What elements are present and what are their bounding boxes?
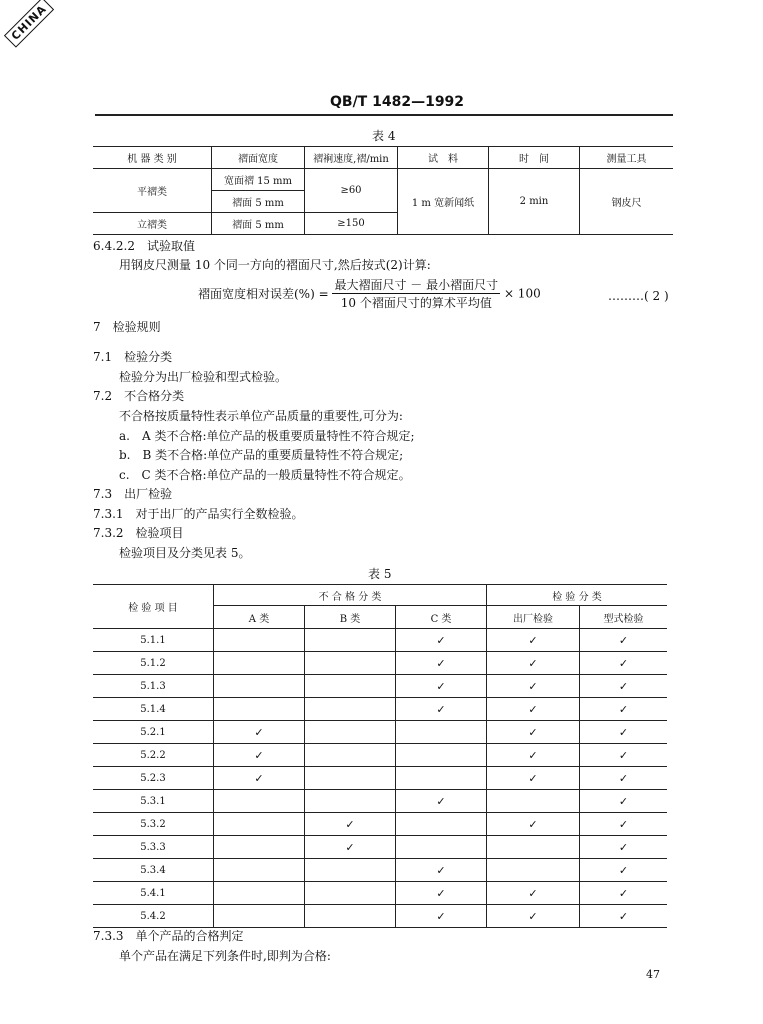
table4-cell: 褶面 5 mm bbox=[212, 213, 305, 235]
page-number: 47 bbox=[646, 968, 660, 981]
table4-cell: 1 m 宽新闻纸 bbox=[398, 169, 489, 235]
table5-check-cell bbox=[305, 675, 396, 698]
section-72-item-b: b. B 类不合格:单位产品的重要质量特性不符合规定; bbox=[119, 448, 404, 462]
table-row bbox=[93, 652, 667, 675]
table5-nonconformity-group-header: 不 合 格 分 类 bbox=[214, 585, 487, 606]
table5-check-cell bbox=[214, 790, 305, 813]
table4-header-cell: 测量工具 bbox=[580, 147, 674, 169]
table5-item-cell: 5.3.4 bbox=[93, 859, 214, 882]
table4-cell: ≥150 bbox=[305, 213, 398, 235]
formula-denominator: 10 个褶面尺寸的算术平均值 bbox=[340, 296, 492, 310]
table-row bbox=[93, 675, 667, 698]
table5-check-cell: ✓ bbox=[580, 744, 668, 767]
section-71-heading: 7.1 检验分类 bbox=[93, 350, 173, 364]
section-72-item-c: c. C 类不合格:单位产品的一般质量特性不符合规定。 bbox=[119, 468, 411, 482]
table-row bbox=[93, 767, 667, 790]
table5-check-cell bbox=[305, 767, 396, 790]
table5-check-cell: ✓ bbox=[396, 905, 487, 928]
table5-subheader: C 类 bbox=[396, 606, 487, 629]
table5-inspection-group-header: 检 验 分 类 bbox=[487, 585, 668, 606]
table5-item-cell: 5.2.3 bbox=[93, 767, 214, 790]
table4-cell: 褶面 5 mm bbox=[212, 191, 305, 213]
table5-check-cell: ✓ bbox=[580, 652, 668, 675]
table5-check-cell bbox=[214, 629, 305, 652]
table5-check-cell bbox=[396, 813, 487, 836]
table5-item-header: 检 验 项 目 bbox=[93, 585, 214, 629]
section-73-heading: 7.3 出厂检验 bbox=[93, 487, 173, 501]
table5-item-cell: 5.4.2 bbox=[93, 905, 214, 928]
table5-check-cell: ✓ bbox=[487, 675, 580, 698]
table5-check-cell bbox=[305, 744, 396, 767]
table5-check-cell bbox=[214, 675, 305, 698]
table5-check-cell bbox=[214, 698, 305, 721]
table5-check-cell: ✓ bbox=[487, 698, 580, 721]
table5-check-cell: ✓ bbox=[580, 629, 668, 652]
formula-2 bbox=[198, 276, 541, 311]
table-4 bbox=[93, 146, 673, 235]
table5-subheader: B 类 bbox=[305, 606, 396, 629]
table5-check-cell: ✓ bbox=[580, 767, 668, 790]
section-72-heading: 7.2 不合格分类 bbox=[93, 389, 185, 403]
table5-check-cell bbox=[487, 790, 580, 813]
section-733-body: 单个产品在满足下列条件时,即判为合格: bbox=[119, 949, 331, 963]
table5-check-cell bbox=[214, 652, 305, 675]
table-row bbox=[93, 744, 667, 767]
table5-check-cell: ✓ bbox=[487, 721, 580, 744]
table-row bbox=[93, 629, 667, 652]
table5-title: 表 5 bbox=[368, 567, 392, 581]
table5-check-cell bbox=[305, 652, 396, 675]
table5-item-cell: 5.1.3 bbox=[93, 675, 214, 698]
table5-check-cell: ✓ bbox=[580, 836, 668, 859]
section-733-heading: 7.3.3 单个产品的合格判定 bbox=[93, 929, 244, 943]
table5-check-cell: ✓ bbox=[487, 905, 580, 928]
table-row bbox=[93, 721, 667, 744]
table5-check-cell: ✓ bbox=[214, 744, 305, 767]
table5-check-cell bbox=[305, 790, 396, 813]
table5-check-cell: ✓ bbox=[487, 767, 580, 790]
table5-check-cell: ✓ bbox=[580, 859, 668, 882]
table5-item-cell: 5.1.2 bbox=[93, 652, 214, 675]
section-732-heading: 7.3.2 检验项目 bbox=[93, 526, 184, 540]
table5-item-cell: 5.2.2 bbox=[93, 744, 214, 767]
table-row bbox=[93, 813, 667, 836]
table4-header-cell: 时 间 bbox=[489, 147, 580, 169]
table5-item-cell: 5.4.1 bbox=[93, 882, 214, 905]
section-731: 7.3.1 对于出厂的产品实行全数检验。 bbox=[93, 507, 304, 521]
table5-check-cell bbox=[396, 744, 487, 767]
table5-check-cell: ✓ bbox=[487, 629, 580, 652]
section-7-heading: 7 检验规则 bbox=[93, 320, 161, 334]
table5-check-cell: ✓ bbox=[487, 652, 580, 675]
table5-item-cell: 5.3.1 bbox=[93, 790, 214, 813]
table5-check-cell: ✓ bbox=[396, 675, 487, 698]
table5-check-cell bbox=[305, 859, 396, 882]
table5-check-cell: ✓ bbox=[214, 767, 305, 790]
table5-check-cell: ✓ bbox=[580, 675, 668, 698]
header-divider bbox=[95, 114, 673, 116]
table-row bbox=[93, 169, 673, 191]
table5-item-cell: 5.3.2 bbox=[93, 813, 214, 836]
table-row bbox=[93, 859, 667, 882]
table5-check-cell: ✓ bbox=[305, 836, 396, 859]
table4-cell: 立褶类 bbox=[93, 213, 212, 235]
table5-check-cell: ✓ bbox=[487, 744, 580, 767]
table5-check-cell: ✓ bbox=[305, 813, 396, 836]
section-6422-heading: 6.4.2.2 试验取值 bbox=[93, 239, 195, 253]
table4-header-cell: 褶面宽度 bbox=[212, 147, 305, 169]
table5-check-cell: ✓ bbox=[580, 721, 668, 744]
table5-check-cell: ✓ bbox=[580, 813, 668, 836]
china-watermark-stamp: CHINA bbox=[4, 0, 54, 48]
formula-lhs: 褶面宽度相对误差(%) = bbox=[198, 287, 329, 301]
formula-fraction bbox=[332, 276, 500, 311]
table4-cell: 宽面褶 15 mm bbox=[212, 169, 305, 191]
table5-check-cell bbox=[214, 905, 305, 928]
table4-title: 表 4 bbox=[372, 129, 396, 143]
table4-header-cell: 试 料 bbox=[398, 147, 489, 169]
table4-cell: 2 min bbox=[489, 169, 580, 235]
table5-check-cell bbox=[305, 721, 396, 744]
table5-check-cell bbox=[305, 882, 396, 905]
section-71-body: 检验分为出厂检验和型式检验。 bbox=[119, 370, 288, 384]
table5-item-cell: 5.2.1 bbox=[93, 721, 214, 744]
table4-header-cell: 褶裥速度,褶/min bbox=[305, 147, 398, 169]
table4-cell: ≥60 bbox=[305, 169, 398, 213]
table-row bbox=[93, 882, 667, 905]
table5-check-cell: ✓ bbox=[396, 652, 487, 675]
table5-check-cell bbox=[396, 721, 487, 744]
table5-check-cell: ✓ bbox=[487, 882, 580, 905]
table5-check-cell: ✓ bbox=[580, 698, 668, 721]
table4-cell: 平褶类 bbox=[93, 169, 212, 213]
table5-check-cell: ✓ bbox=[396, 882, 487, 905]
table5-check-cell: ✓ bbox=[396, 859, 487, 882]
table5-check-cell bbox=[396, 767, 487, 790]
table5-subheader: 型式检验 bbox=[580, 606, 668, 629]
table5-check-cell bbox=[305, 629, 396, 652]
table-row bbox=[93, 836, 667, 859]
formula-number: ………( 2 ) bbox=[608, 289, 669, 303]
table-row bbox=[93, 698, 667, 721]
table4-cell: 钢皮尺 bbox=[580, 169, 674, 235]
table5-check-cell: ✓ bbox=[396, 790, 487, 813]
table5-subheader: 出厂检验 bbox=[487, 606, 580, 629]
section-72-item-a: a. A 类不合格:单位产品的极重要质量特性不符合规定; bbox=[119, 429, 415, 443]
standard-code-header: QB/T 1482—1992 bbox=[330, 94, 465, 110]
table5-item-cell: 5.1.1 bbox=[93, 629, 214, 652]
table-row bbox=[93, 790, 667, 813]
table5-check-cell: ✓ bbox=[580, 905, 668, 928]
table-5 bbox=[93, 584, 667, 928]
table5-check-cell bbox=[396, 836, 487, 859]
table5-check-cell: ✓ bbox=[580, 882, 668, 905]
table5-check-cell: ✓ bbox=[487, 813, 580, 836]
table5-check-cell bbox=[305, 698, 396, 721]
table5-check-cell bbox=[214, 882, 305, 905]
section-6422-body: 用钢皮尺测量 10 个同一方向的褶面尺寸,然后按式(2)计算: bbox=[119, 258, 431, 272]
formula-rhs: × 100 bbox=[503, 286, 541, 301]
table5-check-cell: ✓ bbox=[396, 629, 487, 652]
table5-subheader: A 类 bbox=[214, 606, 305, 629]
section-732-body: 检验项目及分类见表 5。 bbox=[119, 546, 251, 560]
table5-check-cell: ✓ bbox=[580, 790, 668, 813]
table5-check-cell bbox=[214, 859, 305, 882]
table5-check-cell bbox=[487, 859, 580, 882]
table5-item-cell: 5.1.4 bbox=[93, 698, 214, 721]
table5-check-cell: ✓ bbox=[214, 721, 305, 744]
table5-check-cell: ✓ bbox=[396, 698, 487, 721]
table4-header-cell: 机 器 类 别 bbox=[93, 147, 212, 169]
table5-item-cell: 5.3.3 bbox=[93, 836, 214, 859]
table-row bbox=[93, 905, 667, 928]
table5-check-cell bbox=[214, 813, 305, 836]
section-72-body: 不合格按质量特性表示单位产品质量的重要性,可分为: bbox=[119, 409, 403, 423]
table5-check-cell bbox=[214, 836, 305, 859]
table5-check-cell bbox=[305, 905, 396, 928]
formula-numerator: 最大褶面尺寸 － 最小褶面尺寸 bbox=[334, 278, 499, 292]
table5-check-cell bbox=[487, 836, 580, 859]
